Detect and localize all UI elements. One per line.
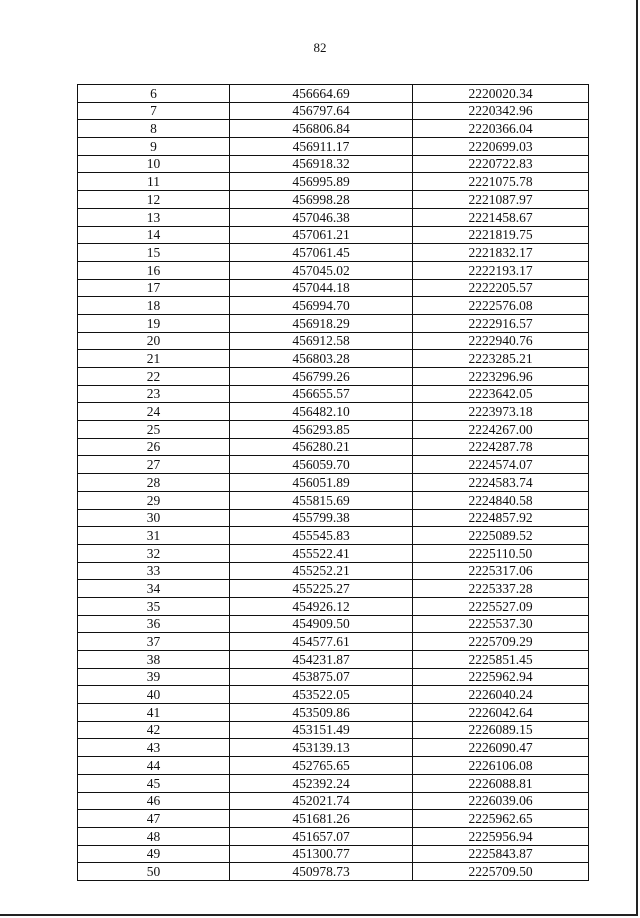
point-number-cell: 36 (78, 615, 230, 633)
x-coordinate-cell: 456482.10 (230, 403, 413, 421)
point-number-cell: 46 (78, 792, 230, 810)
x-coordinate-cell: 456293.85 (230, 421, 413, 439)
table-row (78, 191, 589, 209)
x-coordinate-cell: 456051.89 (230, 474, 413, 492)
y-coordinate-cell: 2225089.52 (413, 527, 589, 545)
point-number-cell: 23 (78, 385, 230, 403)
y-coordinate-cell: 2224840.58 (413, 491, 589, 509)
y-coordinate-cell: 2225337.28 (413, 580, 589, 598)
y-coordinate-cell: 2225110.50 (413, 544, 589, 562)
x-coordinate-cell: 457046.38 (230, 208, 413, 226)
y-coordinate-cell: 2225317.06 (413, 562, 589, 580)
table-row (78, 509, 589, 527)
y-coordinate-cell: 2226039.06 (413, 792, 589, 810)
x-coordinate-cell: 452021.74 (230, 792, 413, 810)
table-row (78, 173, 589, 191)
table-row (78, 597, 589, 615)
y-coordinate-cell: 2225851.45 (413, 651, 589, 669)
y-coordinate-cell: 2221832.17 (413, 244, 589, 262)
x-coordinate-cell: 456797.64 (230, 102, 413, 120)
point-number-cell: 12 (78, 191, 230, 209)
table-row (78, 120, 589, 138)
x-coordinate-cell: 456994.70 (230, 297, 413, 315)
point-number-cell: 11 (78, 173, 230, 191)
table-row (78, 474, 589, 492)
y-coordinate-cell: 2225537.30 (413, 615, 589, 633)
y-coordinate-cell: 2224574.07 (413, 456, 589, 474)
table-row (78, 792, 589, 810)
point-number-cell: 48 (78, 827, 230, 845)
y-coordinate-cell: 2225709.50 (413, 863, 589, 881)
point-number-cell: 42 (78, 721, 230, 739)
x-coordinate-cell: 456918.29 (230, 314, 413, 332)
y-coordinate-cell: 2225843.87 (413, 845, 589, 863)
point-number-cell: 30 (78, 509, 230, 527)
point-number-cell: 19 (78, 314, 230, 332)
y-coordinate-cell: 2222205.57 (413, 279, 589, 297)
y-coordinate-cell: 2225709.29 (413, 633, 589, 651)
y-coordinate-cell: 2221075.78 (413, 173, 589, 191)
table-row (78, 297, 589, 315)
point-number-cell: 47 (78, 810, 230, 828)
point-number-cell: 49 (78, 845, 230, 863)
table-row (78, 562, 589, 580)
y-coordinate-cell: 2224857.92 (413, 509, 589, 527)
table-row (78, 633, 589, 651)
point-number-cell: 35 (78, 597, 230, 615)
x-coordinate-cell: 456806.84 (230, 120, 413, 138)
point-number-cell: 41 (78, 704, 230, 722)
table-row (78, 863, 589, 881)
x-coordinate-cell: 456918.32 (230, 155, 413, 173)
coordinates-table (77, 84, 589, 881)
point-number-cell: 25 (78, 421, 230, 439)
table-row (78, 615, 589, 633)
table-row (78, 704, 589, 722)
point-number-cell: 24 (78, 403, 230, 421)
y-coordinate-cell: 2223642.05 (413, 385, 589, 403)
point-number-cell: 18 (78, 297, 230, 315)
point-number-cell: 20 (78, 332, 230, 350)
table-row (78, 244, 589, 262)
table-row (78, 739, 589, 757)
y-coordinate-cell: 2222576.08 (413, 297, 589, 315)
point-number-cell: 27 (78, 456, 230, 474)
y-coordinate-cell: 2226042.64 (413, 704, 589, 722)
y-coordinate-cell: 2223285.21 (413, 350, 589, 368)
x-coordinate-cell: 456059.70 (230, 456, 413, 474)
y-coordinate-cell: 2222193.17 (413, 261, 589, 279)
point-number-cell: 40 (78, 686, 230, 704)
point-number-cell: 13 (78, 208, 230, 226)
point-number-cell: 10 (78, 155, 230, 173)
point-number-cell: 16 (78, 261, 230, 279)
point-number-cell: 7 (78, 102, 230, 120)
y-coordinate-cell: 2224583.74 (413, 474, 589, 492)
y-coordinate-cell: 2226106.08 (413, 757, 589, 775)
table-row (78, 226, 589, 244)
table-row (78, 774, 589, 792)
y-coordinate-cell: 2223973.18 (413, 403, 589, 421)
x-coordinate-cell: 455252.21 (230, 562, 413, 580)
table-row (78, 544, 589, 562)
y-coordinate-cell: 2222916.57 (413, 314, 589, 332)
table-row (78, 651, 589, 669)
y-coordinate-cell: 2224267.00 (413, 421, 589, 439)
y-coordinate-cell: 2220366.04 (413, 120, 589, 138)
x-coordinate-cell: 456995.89 (230, 173, 413, 191)
x-coordinate-cell: 456799.26 (230, 368, 413, 386)
x-coordinate-cell: 455815.69 (230, 491, 413, 509)
x-coordinate-cell: 455545.83 (230, 527, 413, 545)
table-row (78, 456, 589, 474)
table-row (78, 85, 589, 103)
table-row (78, 686, 589, 704)
point-number-cell: 32 (78, 544, 230, 562)
x-coordinate-cell: 456912.58 (230, 332, 413, 350)
x-coordinate-cell: 452392.24 (230, 774, 413, 792)
point-number-cell: 6 (78, 85, 230, 103)
x-coordinate-cell: 453139.13 (230, 739, 413, 757)
table-row (78, 403, 589, 421)
table-row (78, 721, 589, 739)
point-number-cell: 15 (78, 244, 230, 262)
table-row (78, 332, 589, 350)
table-row (78, 845, 589, 863)
table-row (78, 368, 589, 386)
x-coordinate-cell: 457045.02 (230, 261, 413, 279)
x-coordinate-cell: 451300.77 (230, 845, 413, 863)
table-row (78, 810, 589, 828)
point-number-cell: 44 (78, 757, 230, 775)
x-coordinate-cell: 457061.21 (230, 226, 413, 244)
table-row (78, 279, 589, 297)
x-coordinate-cell: 450978.73 (230, 863, 413, 881)
table-row (78, 261, 589, 279)
y-coordinate-cell: 2225962.94 (413, 668, 589, 686)
table-row (78, 491, 589, 509)
point-number-cell: 43 (78, 739, 230, 757)
point-number-cell: 31 (78, 527, 230, 545)
y-coordinate-cell: 2220342.96 (413, 102, 589, 120)
table-row (78, 580, 589, 598)
point-number-cell: 45 (78, 774, 230, 792)
x-coordinate-cell: 456998.28 (230, 191, 413, 209)
table-row (78, 757, 589, 775)
y-coordinate-cell: 2225956.94 (413, 827, 589, 845)
x-coordinate-cell: 456664.69 (230, 85, 413, 103)
point-number-cell: 33 (78, 562, 230, 580)
table-row (78, 208, 589, 226)
y-coordinate-cell: 2220699.03 (413, 138, 589, 156)
y-coordinate-cell: 2221819.75 (413, 226, 589, 244)
y-coordinate-cell: 2222940.76 (413, 332, 589, 350)
y-coordinate-cell: 2226088.81 (413, 774, 589, 792)
point-number-cell: 37 (78, 633, 230, 651)
x-coordinate-cell: 456280.21 (230, 438, 413, 456)
y-coordinate-cell: 2226089.15 (413, 721, 589, 739)
table-row (78, 385, 589, 403)
x-coordinate-cell: 452765.65 (230, 757, 413, 775)
point-number-cell: 8 (78, 120, 230, 138)
x-coordinate-cell: 455225.27 (230, 580, 413, 598)
point-number-cell: 34 (78, 580, 230, 598)
table-row (78, 155, 589, 173)
y-coordinate-cell: 2225527.09 (413, 597, 589, 615)
point-number-cell: 17 (78, 279, 230, 297)
y-coordinate-cell: 2221458.67 (413, 208, 589, 226)
table-row (78, 102, 589, 120)
y-coordinate-cell: 2225962.65 (413, 810, 589, 828)
page-number: 82 (313, 40, 327, 55)
x-coordinate-cell: 456911.17 (230, 138, 413, 156)
x-coordinate-cell: 457061.45 (230, 244, 413, 262)
x-coordinate-cell: 455522.41 (230, 544, 413, 562)
x-coordinate-cell: 454909.50 (230, 615, 413, 633)
point-number-cell: 22 (78, 368, 230, 386)
table-row (78, 438, 589, 456)
x-coordinate-cell: 451657.07 (230, 827, 413, 845)
coordinates-table-body (78, 85, 589, 881)
point-number-cell: 39 (78, 668, 230, 686)
point-number-cell: 9 (78, 138, 230, 156)
x-coordinate-cell: 453151.49 (230, 721, 413, 739)
point-number-cell: 50 (78, 863, 230, 881)
x-coordinate-cell: 456655.57 (230, 385, 413, 403)
y-coordinate-cell: 2220020.34 (413, 85, 589, 103)
y-coordinate-cell: 2220722.83 (413, 155, 589, 173)
table-row (78, 527, 589, 545)
point-number-cell: 38 (78, 651, 230, 669)
point-number-cell: 29 (78, 491, 230, 509)
table-row (78, 350, 589, 368)
y-coordinate-cell: 2226040.24 (413, 686, 589, 704)
y-coordinate-cell: 2226090.47 (413, 739, 589, 757)
x-coordinate-cell: 454231.87 (230, 651, 413, 669)
table-row (78, 421, 589, 439)
y-coordinate-cell: 2223296.96 (413, 368, 589, 386)
x-coordinate-cell: 453522.05 (230, 686, 413, 704)
x-coordinate-cell: 455799.38 (230, 509, 413, 527)
point-number-cell: 21 (78, 350, 230, 368)
point-number-cell: 26 (78, 438, 230, 456)
point-number-cell: 28 (78, 474, 230, 492)
y-coordinate-cell: 2221087.97 (413, 191, 589, 209)
table-row (78, 138, 589, 156)
table-row (78, 827, 589, 845)
y-coordinate-cell: 2224287.78 (413, 438, 589, 456)
x-coordinate-cell: 453509.86 (230, 704, 413, 722)
point-number-cell: 14 (78, 226, 230, 244)
x-coordinate-cell: 453875.07 (230, 668, 413, 686)
x-coordinate-cell: 451681.26 (230, 810, 413, 828)
x-coordinate-cell: 456803.28 (230, 350, 413, 368)
x-coordinate-cell: 457044.18 (230, 279, 413, 297)
x-coordinate-cell: 454926.12 (230, 597, 413, 615)
table-row (78, 314, 589, 332)
x-coordinate-cell: 454577.61 (230, 633, 413, 651)
table-row (78, 668, 589, 686)
